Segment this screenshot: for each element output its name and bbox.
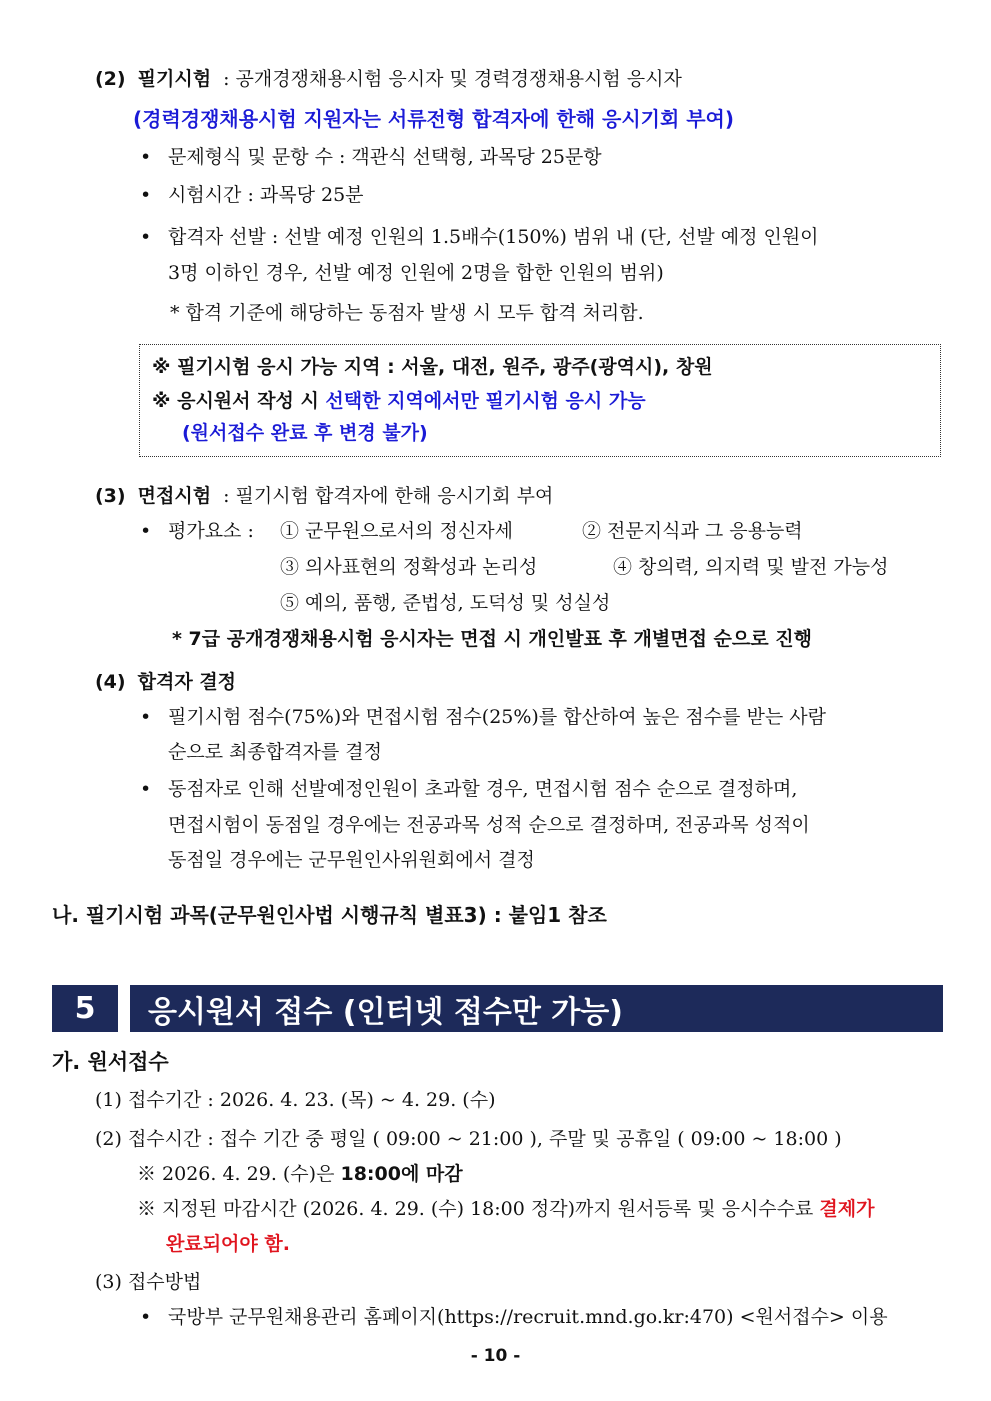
decision-bullet-1 xyxy=(140,706,826,729)
written-exam-number: (2) xyxy=(95,68,126,90)
interview-element-1: ① 군무원으로서의 정신자세 xyxy=(280,520,513,542)
interview-note: * 7급 공개경쟁채용시험 응시자는 면접 시 개인발표 후 개별면접 순으로 진행 xyxy=(172,628,812,650)
interview-element-5: ⑤ 예의, 품행, 준법성, 도덕성 및 성실성 xyxy=(280,592,611,614)
bullet-glyph: • xyxy=(140,226,152,248)
written-format-text: 문제형식 및 문항 수 : 객관식 선택형, 과목당 25문항 xyxy=(168,146,602,168)
application-note-2 xyxy=(137,1198,874,1221)
decision-bullet-2 xyxy=(140,778,797,801)
decision-b2-line1: 동점자로 인해 선발예정인원이 초과할 경우, 면접시험 점수 순으로 결정하며, xyxy=(168,778,798,800)
application-heading: 가. 원서접수 xyxy=(52,1050,169,1074)
decision-title: 합격자 결정 xyxy=(137,671,237,693)
notice-box-line2 xyxy=(152,390,646,413)
method-text: 국방부 군무원채용관리 홈페이지(https://recruit.mnd.go.kr:470) <원서접수> 이용 xyxy=(168,1306,888,1328)
written-exam-desc: : 공개경쟁채용시험 응시자 및 경력경쟁채용시험 응시자 xyxy=(223,68,682,90)
bullet-glyph: • xyxy=(140,520,152,542)
interview-label-text: 평가요소 : xyxy=(168,520,254,542)
notice-box-line1: ※ 필기시험 응시 가능 지역 : 서울, 대전, 원주, 광주(광역시), 창원 xyxy=(152,356,713,378)
decision-b2-line3: 동점일 경우에는 군무원인사위원회에서 결정 xyxy=(168,849,535,871)
written-exam-title: 필기시험 xyxy=(137,68,212,90)
written-exam-note: (경력경쟁채용시험 지원자는 서류전형 합격자에 한해 응시기회 부여) xyxy=(133,107,735,131)
interview-desc: : 필기시험 합격자에 한해 응시기회 부여 xyxy=(223,485,554,507)
notice-box-line3: (원서접수 완료 후 변경 불가) xyxy=(182,422,428,444)
note2-prefix: ※ 지정된 마감시간 (2026. 4. 29. (수) 18:00 정각)까지 원서등록 및 응시수수료 xyxy=(137,1198,820,1220)
interview-header xyxy=(95,485,553,508)
written-bullet-time xyxy=(140,184,364,207)
decision-number: (4) xyxy=(95,671,126,693)
interview-element-3: ③ 의사표현의 정확성과 논리성 xyxy=(280,556,538,578)
application-method-bullet xyxy=(140,1306,888,1329)
interview-element-2: ② 전문지식과 그 응용능력 xyxy=(582,520,803,542)
written-selection-line1: 합격자 선발 : 선발 예정 인원의 1.5배수(150%) 범위 내 (단, 선발 예정 인원이 xyxy=(168,226,819,248)
bullet-glyph: • xyxy=(140,778,152,800)
application-note-1 xyxy=(137,1163,463,1186)
notice-box-line2-prefix: ※ 응시원서 작성 시 xyxy=(152,390,326,412)
written-bullet-selection xyxy=(140,226,819,249)
application-method: (3) 접수방법 xyxy=(95,1271,202,1293)
written-selection-line2: 3명 이하인 경우, 선발 예정 인원에 2명을 합한 인원의 범위) xyxy=(168,262,664,284)
written-exam-header xyxy=(95,68,682,91)
subjects-heading: 나. 필기시험 과목(군무원인사법 시행규칙 별표3) : 붙임1 참조 xyxy=(52,903,607,927)
bullet-glyph: • xyxy=(140,1306,152,1328)
bullet-glyph: • xyxy=(140,706,152,728)
note1-deadline: 18:00에 마감 xyxy=(340,1163,463,1185)
decision-header xyxy=(95,671,236,694)
written-time-text: 시험시간 : 과목당 25분 xyxy=(168,184,364,206)
section-title-banner: 응시원서 접수 (인터넷 접수만 가능) xyxy=(130,985,943,1032)
application-period: (1) 접수기간 : 2026. 4. 23. (목) ~ 4. 29. (수) xyxy=(95,1089,496,1111)
decision-b1-line1: 필기시험 점수(75%)와 면접시험 점수(25%)를 합산하여 높은 점수를 받는 사람 xyxy=(168,706,826,728)
application-hours: (2) 접수시간 : 접수 기간 중 평일 ( 09:00 ~ 21:00 ), 주말 및 공휴일 ( 09:00 ~ 18:00 ) xyxy=(95,1128,842,1150)
note2-highlight-1: 결제가 xyxy=(819,1198,875,1220)
note2-highlight-2: 완료되어야 함. xyxy=(166,1233,290,1255)
interview-element-4: ④ 창의력, 의지력 및 발전 가능성 xyxy=(613,556,889,578)
interview-criteria-label xyxy=(140,520,254,543)
interview-number: (3) xyxy=(95,485,126,507)
written-bullet-format xyxy=(140,146,602,169)
note1-prefix: ※ 2026. 4. 29. (수)은 xyxy=(137,1163,341,1185)
decision-b2-line2: 면접시험이 동점일 경우에는 전공과목 성적 순으로 결정하며, 전공과목 성적이 xyxy=(168,814,810,836)
interview-title: 면접시험 xyxy=(137,485,212,507)
page-number: - 10 - xyxy=(470,1346,521,1366)
bullet-glyph: • xyxy=(140,146,152,168)
bullet-glyph: • xyxy=(140,184,152,206)
section-number-badge: 5 xyxy=(52,985,118,1032)
notice-box-line2-highlight: 선택한 지역에서만 필기시험 응시 가능 xyxy=(325,390,646,412)
written-selection-note: * 합격 기준에 해당하는 동점자 발생 시 모두 합격 처리함. xyxy=(170,302,644,324)
decision-b1-line2: 순으로 최종합격자를 결정 xyxy=(168,741,382,763)
